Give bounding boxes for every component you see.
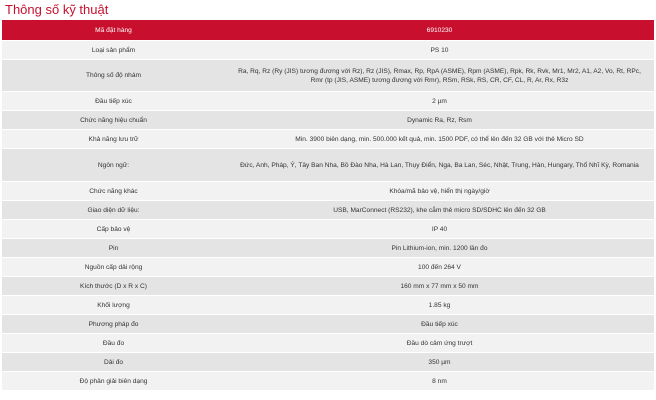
row-value: Đầu dò cảm ứng trượt (225, 334, 654, 353)
row-value: 1.85 kg (225, 296, 654, 315)
table-row (2, 334, 654, 353)
row-value: Đầu tiếp xúc (225, 315, 654, 334)
row-label: Cấp bảo vệ (2, 220, 225, 239)
row-label: Đầu đo (2, 334, 225, 353)
table-header-row (2, 20, 654, 41)
table-row (2, 111, 654, 130)
table-row (2, 277, 654, 296)
table-row (2, 239, 654, 258)
row-label: Khối lượng (2, 296, 225, 315)
row-label: Loại sản phẩm (2, 41, 225, 60)
table-row (2, 296, 654, 315)
row-value: Khóa/mã bảo vệ, hiển thị ngày/giờ (225, 182, 654, 201)
header-label: Mã đặt hàng (2, 20, 225, 41)
table-row (2, 353, 654, 372)
table-row (2, 149, 654, 182)
row-label: Đầu tiếp xúc (2, 92, 225, 111)
row-label: Chức năng hiệu chuẩn (2, 111, 225, 130)
row-value: Min. 3900 biên dạng, min. 500.000 kết quả, min. 1500 PDF, có thể lên đến 32 GB với thẻ Micro SD (225, 130, 654, 149)
table-row (2, 315, 654, 334)
row-value: PS 10 (225, 41, 654, 60)
row-label: Độ phân giải biên dạng (2, 372, 225, 391)
table-row (2, 41, 654, 60)
table-row (2, 182, 654, 201)
table-row (2, 201, 654, 220)
row-value: 2 µm (225, 92, 654, 111)
specs-table (2, 20, 654, 391)
row-value: 8 nm (225, 372, 654, 391)
row-value: Đức, Anh, Pháp, Ý, Tây Ban Nha, Bồ Đào Nha, Hà Lan, Thụy Điển, Nga, Ba Lan, Séc, Nhật, Trung, Hàn, Hungary, Thổ Nhĩ Kỳ, Romania (225, 149, 654, 182)
row-value: 160 mm x 77 mm x 50 mm (225, 277, 654, 296)
row-value: Dynamic Ra, Rz, Rsm (225, 111, 654, 130)
table-row (2, 60, 654, 92)
row-label: Phương pháp đo (2, 315, 225, 334)
row-label: Kích thước (D x R x C) (2, 277, 225, 296)
row-value: Ra, Rq, Rz (Ry (JIS) tương đương với Rz), Rz (JIS), Rmax, Rp, RpA (ASME), Rpm (ASME), Rpk, Rk, Rvk, Mr1, Mr2, A1, A2, Vo, Rt, RPc, Rmr (tp (JIS, ASME) tương đương với Rmr), RSm, RSk, RS, CR, CF, CL, R, Ar, Rx, R3z (225, 60, 654, 92)
row-value: Pin Lithium-ion, min. 1200 lần đo (225, 239, 654, 258)
row-label: Dải đo (2, 353, 225, 372)
table-row (2, 220, 654, 239)
table-row (2, 92, 654, 111)
row-label: Chức năng khác (2, 182, 225, 201)
table-row (2, 258, 654, 277)
row-value: USB, MarConnect (RS232), khe cắm thẻ micro SD/SDHC lên đến 32 GB (225, 201, 654, 220)
table-row (2, 130, 654, 149)
row-label: Pin (2, 239, 225, 258)
table-row (2, 372, 654, 391)
header-value: 6910230 (225, 20, 654, 41)
row-label: Nguồn cấp dải rộng (2, 258, 225, 277)
row-value: IP 40 (225, 220, 654, 239)
row-label: Khả năng lưu trữ (2, 130, 225, 149)
page-title: Thông số kỹ thuật (5, 2, 109, 17)
row-value: 100 đến 264 V (225, 258, 654, 277)
row-label: Thông số độ nhám (2, 60, 225, 92)
row-label: Ngôn ngữ: (2, 149, 225, 182)
row-value: 350 µm (225, 353, 654, 372)
row-label: Giao diện dữ liệu: (2, 201, 225, 220)
